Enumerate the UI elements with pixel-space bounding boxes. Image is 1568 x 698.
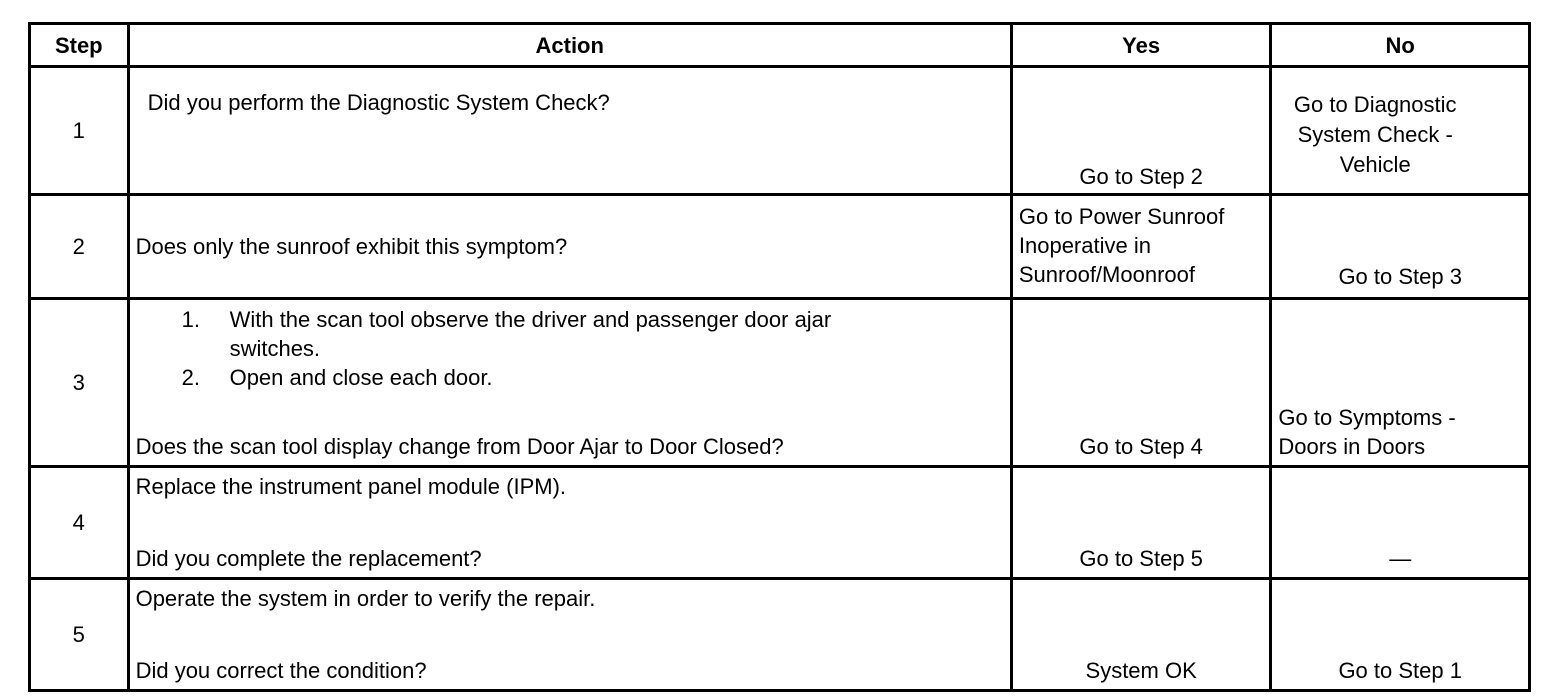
header-row (30, 24, 1530, 67)
header-yes: Yes (1011, 24, 1271, 67)
action-question: Does the scan tool display change from Door Ajar to Door Closed? (135, 434, 784, 459)
no-cell (1271, 195, 1530, 299)
yes-result: Go to Step 2 (1079, 164, 1203, 189)
yes-result-line: Sunroof/Moonroof (1018, 262, 1195, 287)
list-item-text: With the scan tool observe the driver and passenger door ajar (229, 307, 832, 332)
header-no: No (1271, 24, 1530, 67)
list-item (130, 305, 832, 363)
table-row (30, 195, 1530, 299)
yes-result-line: Inoperative in (1018, 233, 1151, 258)
no-cell (1271, 299, 1530, 467)
no-result-line: Go to Diagnostic (1293, 92, 1457, 117)
diagnostic-table (28, 22, 1531, 692)
step-number: 1 (30, 67, 129, 195)
yes-result: System OK (1085, 658, 1197, 683)
action-question: Did you correct the condition? (135, 658, 427, 683)
header-step: Step (30, 24, 129, 67)
action-cell (128, 195, 1011, 299)
step-number: 3 (30, 299, 129, 467)
yes-cell (1011, 195, 1271, 299)
list-item (130, 363, 832, 392)
yes-cell (1011, 467, 1271, 579)
table-row (30, 579, 1530, 691)
action-question: Did you perform the Diagnostic System Check? (147, 90, 610, 115)
list-item-text: Open and close each door. (229, 365, 493, 390)
no-result-line: Vehicle (1339, 152, 1411, 177)
no-cell (1271, 467, 1530, 579)
no-result-line: Doors in Doors (1278, 434, 1426, 459)
header-action: Action (128, 24, 1011, 67)
step-number: 2 (30, 195, 129, 299)
no-cell (1271, 67, 1530, 195)
no-result-line: Go to Symptoms - (1278, 405, 1456, 430)
step-number: 4 (30, 467, 129, 579)
step-number: 5 (30, 579, 129, 691)
action-cell (128, 67, 1011, 195)
action-instruction: Replace the instrument panel module (IPM). (135, 474, 567, 499)
yes-cell (1011, 299, 1271, 467)
table-row (30, 299, 1530, 467)
action-question: Did you complete the replacement? (135, 546, 482, 571)
action-instruction: Operate the system in order to verify the repair. (135, 586, 596, 611)
yes-result: Go to Step 4 (1079, 434, 1203, 459)
yes-cell (1011, 579, 1271, 691)
yes-result: Go to Step 5 (1079, 546, 1203, 571)
no-result: Go to Step 1 (1338, 658, 1462, 683)
table-row (30, 467, 1530, 579)
list-item-number: 2. (181, 365, 200, 390)
list-item-number: 1. (181, 307, 200, 332)
action-cell (128, 299, 1011, 467)
action-cell (128, 579, 1011, 691)
action-cell (128, 467, 1011, 579)
no-result: — (1389, 546, 1412, 571)
no-cell (1271, 579, 1530, 691)
action-question: Does only the sunroof exhibit this symptom? (135, 234, 568, 259)
no-result: Go to Step 3 (1338, 264, 1462, 289)
table-row (30, 67, 1530, 195)
action-steps-list (130, 305, 832, 392)
yes-result-line: Go to Power Sunroof (1018, 204, 1225, 229)
list-item-text: switches. (229, 336, 321, 361)
yes-cell (1011, 67, 1271, 195)
no-result-line: System Check - (1297, 122, 1453, 147)
